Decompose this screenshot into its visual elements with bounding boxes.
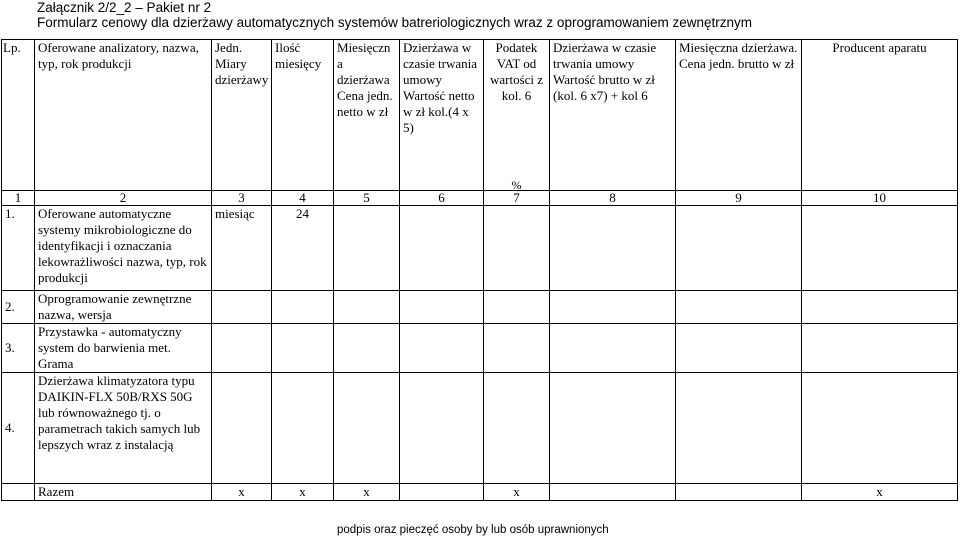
col-header-monthly-net: Miesięczn a dzierżawa Cena jedn. netto w zł [334,40,400,181]
col-header-analyzer: Oferowane analizatory, nazwa, typ, rok produkcji [35,40,212,181]
column-number-row [2,191,958,206]
total-net-cell[interactable] [400,291,484,324]
total-x-mark: x [334,484,400,501]
producer-cell[interactable] [802,324,958,373]
producer-cell[interactable] [802,373,958,484]
producer-cell[interactable] [802,291,958,324]
monthly-net-cell[interactable] [334,206,400,291]
total-net-sum-cell[interactable] [400,484,484,501]
table-row [2,324,958,373]
table-row [2,291,958,324]
monthly-gross-cell[interactable] [676,373,802,484]
col-header-monthly-gross: Miesięczna dzierżawa. Cena jedn. brutto w zł [676,40,802,181]
monthly-net-cell[interactable] [334,291,400,324]
row-quantity [272,373,334,484]
total-row [2,484,958,501]
monthly-gross-cell[interactable] [676,291,802,324]
column-number: 10 [802,191,958,206]
vat-percent-label: % [484,180,550,191]
row-quantity [272,291,334,324]
col-header-producer: Producent aparatu [802,40,958,181]
column-number: 8 [550,191,676,206]
column-number: 4 [272,191,334,206]
signature-caption: podpis oraz pieczęć osoby by lub osób uprawnionych [337,524,609,536]
total-net-cell[interactable] [400,324,484,373]
col-header-vat: Podatek VAT od wartości z kol. 6 [484,40,550,181]
total-gross-cell[interactable] [550,324,676,373]
row-lp: 2. [2,291,35,324]
col-header-months: Ilość miesięcy [272,40,334,181]
total-label: Razem [35,484,212,501]
total-x-mark: x [802,484,958,501]
row-item-name: Dzierżawa klimatyzatora typu DAIKIN-FLX 50B/RXS 50G lub równoważnego tj. o parametrach takich samych lub lepszych wraz z instalacją [35,373,212,484]
row-quantity: 24 [272,206,334,291]
total-x-mark: x [272,484,334,501]
vat-cell[interactable] [484,373,550,484]
row-unit [212,373,272,484]
price-form-table [1,39,958,501]
monthly-net-cell[interactable] [334,324,400,373]
column-number: 7 [484,191,550,206]
total-x-mark: x [212,484,272,501]
column-number: 5 [334,191,400,206]
column-number: 3 [212,191,272,206]
vat-cell[interactable] [484,206,550,291]
table-row [2,206,958,291]
total-gross-cell[interactable] [550,206,676,291]
row-quantity [272,324,334,373]
monthly-gross-cell[interactable] [676,206,802,291]
row-lp: 1. [2,206,35,291]
total-net-cell[interactable] [400,206,484,291]
column-number: 9 [676,191,802,206]
monthly-gross-cell[interactable] [676,324,802,373]
column-number: 2 [35,191,212,206]
table-row [2,373,958,484]
attachment-title: Załącznik 2/2_2 – Pakiet nr 2 [37,0,212,15]
vat-cell[interactable] [484,324,550,373]
total-x-mark: x [484,484,550,501]
vat-cell[interactable] [484,291,550,324]
row-item-name: Oprogramowanie zewnętrzne nazwa, wersja [35,291,212,324]
col-header-lp: Lp. [2,40,35,181]
column-number: 6 [400,191,484,206]
column-number: 1 [2,191,35,206]
row-lp: 4. [2,373,35,484]
form-subtitle: Formularz cenowy dla dzierżawy automatycznych systemów batreriologicznych wraz z oprogramowaniem zewnętrznym [37,15,753,30]
row-item-name: Przystawka - automatyczny system do barwienia met. Grama [35,324,212,373]
row-lp: 3. [2,324,35,373]
total-gross-cell[interactable] [550,291,676,324]
col-header-unit: Jedn. Miary dzierżawy [212,40,272,181]
total-gross-cell[interactable] [550,373,676,484]
total-gross-sum-cell[interactable] [550,484,676,501]
vat-unit-row [2,180,958,191]
row-item-name: Oferowane automatyczne systemy mikrobiologiczne do identyfikacji i oznaczania lekowrażliwości nazwa, typ, rok produkcji [35,206,212,291]
row-unit [212,324,272,373]
monthly-net-cell[interactable] [334,373,400,484]
row-unit: miesiąc [212,206,272,291]
col-header-total-gross: Dzierżawa w czasie trwania umowy Wartość brutto w zł (kol. 6 x7) + kol 6 [550,40,676,181]
total-net-cell[interactable] [400,373,484,484]
header-row [2,40,958,181]
producer-cell[interactable] [802,206,958,291]
col-header-total-net: Dzierżawa w czasie trwania umowy Wartość netto w zł kol.(4 x 5) [400,40,484,181]
row-unit [212,291,272,324]
